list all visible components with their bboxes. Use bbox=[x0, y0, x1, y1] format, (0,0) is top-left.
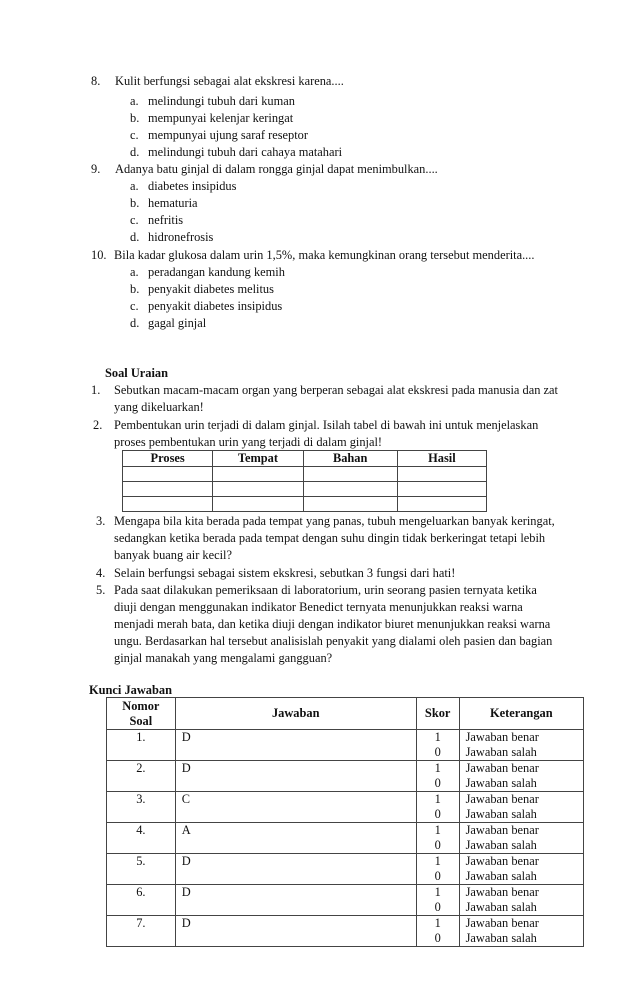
option-text: nefritis bbox=[148, 213, 184, 227]
row-number: 4. bbox=[107, 823, 176, 854]
table-row bbox=[123, 467, 487, 482]
option-letter: d. bbox=[130, 145, 140, 159]
table-header-row bbox=[123, 451, 487, 467]
header-skor: Skor bbox=[416, 698, 459, 730]
essay-4-line: Selain berfungsi sebagai sistem ekskresi, sebutkan 3 fungsi dari hati! bbox=[114, 566, 456, 580]
essay-5-line: Pada saat dilakukan pemeriksaan di laboratorium, urin seorang pasien ternyata ketika bbox=[114, 583, 537, 597]
row-score bbox=[416, 792, 459, 823]
score-correct: 1 bbox=[434, 730, 441, 744]
table-cell bbox=[303, 482, 397, 497]
essay-2-line: Pembentukan urin terjadi di dalam ginjal. Isilah tabel di bawah ini untuk menjelaskan bbox=[114, 418, 539, 432]
table-cell bbox=[303, 467, 397, 482]
urine-process-table bbox=[122, 450, 487, 512]
answer-key-title: Kunci Jawaban bbox=[89, 683, 172, 697]
row-score bbox=[416, 730, 459, 761]
row-score bbox=[416, 854, 459, 885]
question-8-number: 8. bbox=[91, 74, 101, 88]
table-row bbox=[107, 761, 584, 792]
option-letter: c. bbox=[130, 128, 139, 142]
question-10-number: 10. bbox=[91, 248, 107, 262]
question-9-text: Adanya batu ginjal di dalam rongga ginjal dapat menimbulkan.... bbox=[115, 162, 438, 176]
header-keterangan: Keterangan bbox=[459, 698, 583, 730]
remark-correct: Jawaban benar bbox=[465, 761, 539, 775]
option-letter: a. bbox=[130, 179, 139, 193]
essay-1-line: Sebutkan macam-macam organ yang berperan sebagai alat ekskresi pada manusia dan zat bbox=[114, 383, 558, 397]
row-number: 3. bbox=[107, 792, 176, 823]
row-remark bbox=[459, 916, 583, 947]
remark-wrong: Jawaban salah bbox=[465, 776, 537, 790]
essay-5-line: ungu. Berdasarkan hal tersebut analisislah penyakit yang dialami oleh pasien dan bagian bbox=[114, 634, 553, 648]
row-remark bbox=[459, 761, 583, 792]
table-header: Bahan bbox=[303, 451, 397, 467]
option-letter: c. bbox=[130, 299, 139, 313]
remark-wrong: Jawaban salah bbox=[465, 869, 537, 883]
option-text: melindungi tubuh dari cahaya matahari bbox=[148, 145, 343, 159]
essay-5-line: ginjal manakah yang mengalami gangguan? bbox=[114, 651, 333, 665]
essay-3-line: sedangkan ketika berada pada tempat dengan suhu dingin tidak berkeringat tetapi lebih bbox=[114, 531, 546, 545]
table-header: Hasil bbox=[397, 451, 486, 467]
essay-5-line: menjadi merah bata, dan ketika diuji dengan indikator biuret menunjukkan reaksi warna bbox=[114, 617, 551, 631]
option-text: hematuria bbox=[148, 196, 198, 210]
row-number: 6. bbox=[107, 885, 176, 916]
row-remark bbox=[459, 730, 583, 761]
score-wrong: 0 bbox=[434, 807, 441, 821]
option-text: mempunyai kelenjar keringat bbox=[148, 111, 294, 125]
option-letter: a. bbox=[130, 94, 139, 108]
option-letter: a. bbox=[130, 265, 139, 279]
essay-section-title: Soal Uraian bbox=[105, 366, 168, 380]
essay-3-line: banyak buang air kecil? bbox=[114, 548, 233, 562]
row-answer: D bbox=[175, 916, 416, 947]
table-cell bbox=[397, 497, 486, 512]
table-cell bbox=[303, 497, 397, 512]
remark-correct: Jawaban benar bbox=[465, 823, 539, 837]
option-text: melindungi tubuh dari kuman bbox=[148, 94, 295, 108]
remark-wrong: Jawaban salah bbox=[465, 900, 537, 914]
answer-key-table bbox=[106, 697, 584, 947]
score-correct: 1 bbox=[434, 885, 441, 899]
score-correct: 1 bbox=[434, 792, 441, 806]
option-letter: c. bbox=[130, 213, 139, 227]
header-text: Soal bbox=[129, 713, 153, 728]
row-number: 2. bbox=[107, 761, 176, 792]
essay-2-line: proses pembentukan urin yang terjadi di dalam ginjal! bbox=[114, 435, 383, 449]
table-row bbox=[123, 497, 487, 512]
remark-correct: Jawaban benar bbox=[465, 854, 539, 868]
table-cell bbox=[397, 482, 486, 497]
option-letter: d. bbox=[130, 316, 140, 330]
score-wrong: 0 bbox=[434, 838, 441, 852]
table-cell bbox=[123, 482, 213, 497]
remark-wrong: Jawaban salah bbox=[465, 931, 537, 945]
row-remark bbox=[459, 885, 583, 916]
essay-4-number: 4. bbox=[96, 566, 106, 580]
table-row bbox=[107, 823, 584, 854]
table-cell bbox=[213, 497, 303, 512]
row-number: 7. bbox=[107, 916, 176, 947]
option-text: mempunyai ujung saraf reseptor bbox=[148, 128, 308, 142]
essay-5-number: 5. bbox=[96, 583, 106, 597]
question-9-number: 9. bbox=[91, 162, 101, 176]
score-correct: 1 bbox=[434, 854, 441, 868]
score-correct: 1 bbox=[434, 916, 441, 930]
score-correct: 1 bbox=[434, 823, 441, 837]
score-wrong: 0 bbox=[434, 745, 441, 759]
option-text: penyakit diabetes melitus bbox=[148, 282, 274, 296]
score-wrong: 0 bbox=[434, 869, 441, 883]
row-score bbox=[416, 885, 459, 916]
essay-5-line: diuji dengan menggunakan indikator Benedict ternyata menunjukkan reaksi warna bbox=[114, 600, 523, 614]
table-row bbox=[107, 730, 584, 761]
row-answer: D bbox=[175, 761, 416, 792]
table-cell bbox=[123, 497, 213, 512]
table-cell bbox=[213, 467, 303, 482]
option-letter: b. bbox=[130, 282, 140, 296]
row-number: 5. bbox=[107, 854, 176, 885]
row-answer: C bbox=[175, 792, 416, 823]
remark-correct: Jawaban benar bbox=[465, 792, 539, 806]
table-header-row bbox=[107, 698, 584, 730]
table-row bbox=[123, 482, 487, 497]
table-header: Proses bbox=[123, 451, 213, 467]
remark-wrong: Jawaban salah bbox=[465, 745, 537, 759]
row-remark bbox=[459, 792, 583, 823]
row-remark bbox=[459, 823, 583, 854]
table-header: Tempat bbox=[213, 451, 303, 467]
option-letter: b. bbox=[130, 111, 140, 125]
essay-1-line: yang dikeluarkan! bbox=[114, 400, 204, 414]
remark-wrong: Jawaban salah bbox=[465, 807, 537, 821]
table-row bbox=[107, 885, 584, 916]
score-wrong: 0 bbox=[434, 931, 441, 945]
row-answer: D bbox=[175, 854, 416, 885]
row-answer: A bbox=[175, 823, 416, 854]
option-letter: d. bbox=[130, 230, 140, 244]
score-wrong: 0 bbox=[434, 776, 441, 790]
question-10-text: Bila kadar glukosa dalam urin 1,5%, maka kemungkinan orang tersebut menderita.... bbox=[114, 248, 535, 262]
score-wrong: 0 bbox=[434, 900, 441, 914]
table-cell bbox=[213, 482, 303, 497]
option-text: peradangan kandung kemih bbox=[148, 265, 285, 279]
table-row bbox=[107, 854, 584, 885]
option-letter: b. bbox=[130, 196, 140, 210]
header-nomor-soal bbox=[107, 698, 176, 730]
remark-correct: Jawaban benar bbox=[465, 916, 539, 930]
row-answer: D bbox=[175, 730, 416, 761]
essay-2-number: 2. bbox=[93, 418, 103, 432]
option-text: diabetes insipidus bbox=[148, 179, 237, 193]
option-text: penyakit diabetes insipidus bbox=[148, 299, 283, 313]
remark-correct: Jawaban benar bbox=[465, 885, 539, 899]
row-score bbox=[416, 823, 459, 854]
table-cell bbox=[397, 467, 486, 482]
table-cell bbox=[123, 467, 213, 482]
row-score bbox=[416, 761, 459, 792]
score-correct: 1 bbox=[434, 761, 441, 775]
option-text: hidronefrosis bbox=[148, 230, 214, 244]
row-score bbox=[416, 916, 459, 947]
table-row bbox=[107, 792, 584, 823]
table-row bbox=[107, 916, 584, 947]
header-jawaban: Jawaban bbox=[175, 698, 416, 730]
option-text: gagal ginjal bbox=[148, 316, 207, 330]
essay-1-number: 1. bbox=[91, 383, 101, 397]
essay-3-number: 3. bbox=[96, 514, 106, 528]
remark-correct: Jawaban benar bbox=[465, 730, 539, 744]
row-answer: D bbox=[175, 885, 416, 916]
row-number: 1. bbox=[107, 730, 176, 761]
essay-3-line: Mengapa bila kita berada pada tempat yang panas, tubuh mengeluarkan banyak keringat, bbox=[114, 514, 555, 528]
row-remark bbox=[459, 854, 583, 885]
remark-wrong: Jawaban salah bbox=[465, 838, 537, 852]
header-text: Nomor bbox=[122, 698, 160, 713]
question-8-text: Kulit berfungsi sebagai alat ekskresi karena.... bbox=[115, 74, 344, 88]
